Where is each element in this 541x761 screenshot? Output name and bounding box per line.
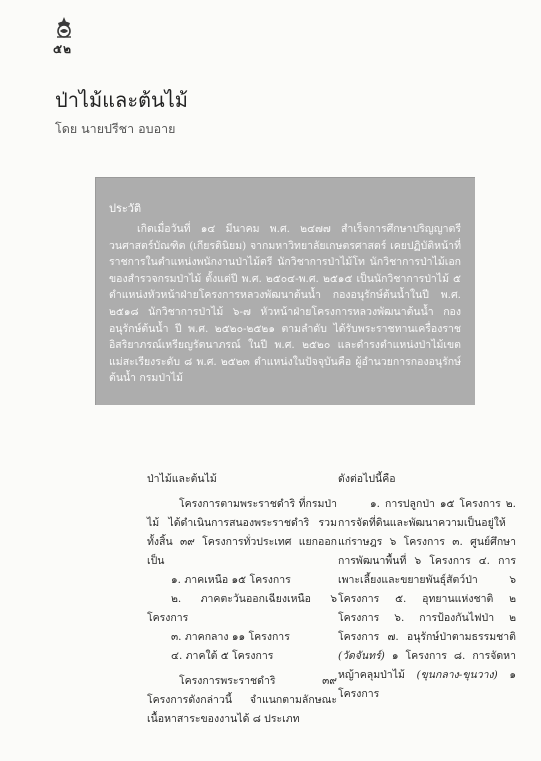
bio-text: เกิดเมื่อวันที่ ๑๔ มีนาคม พ.ศ. ๒๔๗๗ สำเร็จการศึกษาปริญญาตรีวนศาสตร์บัณฑิต (เกียรตินิยม) จากมหาวิทยาลัยเกษตรศาสตร์ เคยปฏิบัติหน้าที่ราชการในตำแหน่งพนักงานป่าไม้ตรี นักวิชาการป่าไม้โท นักวิชาการป่าไม้เอกของสำรวจกรมป่าไม้ ตั้งแต่ปี พ.ศ. ๒๕๐๔-พ.ศ. ๒๕๑๕ เป็นนักวิชาการป่าไม้ ๕ ตำแหน่งหัวหน้าฝ่ายโครงการหลวงพัฒนาต้นน้ำ กองอนุรักษ์ต้นน้ำในปี พ.ศ. ๒๕๑๘ นักวิชาการป่าไม้ ๖-๗ หัวหน้าฝ่ายโครงการหลวงพัฒนาต้นน้ำ กองอนุรักษ์ต้นน้ำ ปี พ.ศ. ๒๕๒๐-๒๕๒๑ ตามลำดับ ได้รับพระราชทานเครื่องราชอิสริยาภรณ์เหรียญรัตนาภรณ์ ในปี พ.ศ. ๒๕๒๐ และดำรงตำแหน่งป่าไม้เขตแม่สะเรียงระดับ ๘ พ.ศ. ๒๕๒๓ ตำแหน่งในปัจจุบันคือ ผู้อำนวยการกองอนุรักษ์ต้นน้ำ กรมป่าไม้: [109, 223, 461, 385]
closing-paragraph: โครงการพระราชดำริ ๓๙ โครงการดังกล่าวนี้ จำแนกตามลักษณะเนื้อหาสาระของงานได้ ๘ ประเภท: [147, 675, 337, 725]
section-heading: ป่าไม้และต้นไม้: [147, 473, 217, 485]
project-types-paragraph: [338, 495, 516, 704]
right-column: [338, 470, 516, 704]
region-item: ๓. ภาคกลาง ๑๑ โครงการ: [171, 631, 290, 643]
project-types-text-1: ๑. การปลูกป่า ๑๕ โครงการ ๒. การจัดที่ดินและพัฒนาความเป็นอยู่ให้แก่ราษฎร ๖ โครงการ ๓. ศูนย์ศึกษาการพัฒนาพื้นที่ ๖ โครงการ ๔. การเพาะเลี้ยงและขยายพันธุ์สัตว์ป่า ๖ โครงการ ๕. อุทยานแห่งชาติ ๒ โครงการ ๖. การป้องกันไฟป่า ๒ โครงการ ๗. อนุรักษ์ป่าตามธรรมชาติ: [338, 498, 516, 643]
region-item: ๑. ภาคเหนือ ๑๕ โครงการ: [171, 574, 291, 586]
article-title: ป่าไม้และต้นไม้: [55, 88, 188, 112]
author-byline: โดย นายปรีชา อบอาย: [55, 121, 176, 136]
project-site-2: (ขุนกลาง-ขุนวาง): [416, 669, 498, 681]
bio-heading: ประวัติ: [109, 202, 142, 215]
project-site-1: (วัดจันทร์): [338, 650, 385, 662]
region-item: ๒. ภาคตะวันออกเฉียงเหนือ ๖ โครงการ: [147, 593, 337, 624]
intro-paragraph: โครงการตามพระราชดำริ ที่กรมป่าไม้ ได้ดำเนินการสนองพระราชดำริ รวมทั้งสิ้น ๓๙ โครงการทั่วประเทศ แยกออกเป็น: [147, 498, 337, 567]
project-types-text-2: ๑ โครงการ ๘. การจัดหาหญ้าคลุมป่าไม้: [338, 650, 517, 681]
list-heading: ดังต่อไปนี้คือ: [338, 473, 396, 485]
royal-emblem-icon: [54, 16, 74, 40]
project-types-text-3: ๑ โครงการ: [338, 669, 516, 700]
author-bio-box: [95, 177, 475, 405]
left-column: [147, 470, 337, 729]
page-number: ๕๒: [53, 42, 72, 56]
region-item: ๔. ภาคใต้ ๕ โครงการ: [171, 650, 274, 662]
